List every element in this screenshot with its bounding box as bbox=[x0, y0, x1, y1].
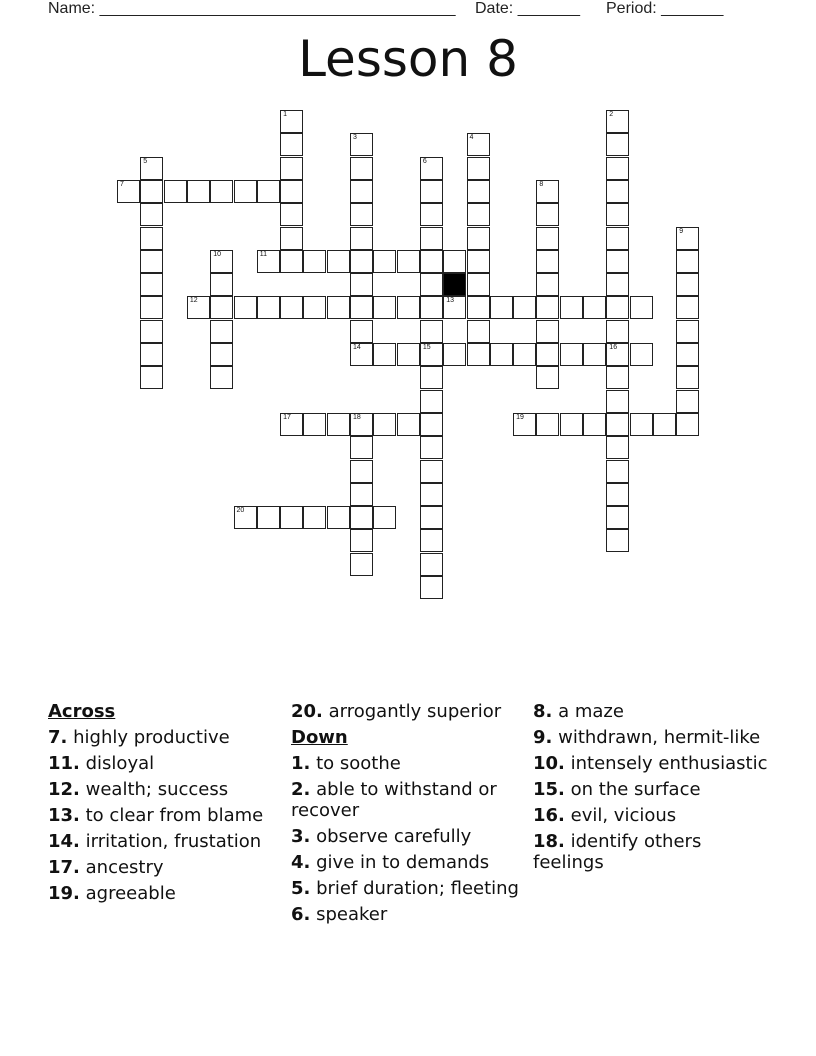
clue-number: 3. bbox=[291, 826, 311, 847]
grid-cell-number: 16 bbox=[609, 344, 618, 351]
grid-cell[interactable] bbox=[420, 250, 443, 273]
grid-cell[interactable] bbox=[210, 366, 233, 389]
grid-cell[interactable] bbox=[373, 413, 396, 436]
grid-cell[interactable] bbox=[606, 529, 629, 552]
clue-down-2 bbox=[291, 779, 523, 821]
clue-down-18 bbox=[533, 831, 773, 873]
grid-cell[interactable] bbox=[443, 250, 466, 273]
grid-cell[interactable] bbox=[606, 203, 629, 226]
clue-text: intensely enthusiastic bbox=[570, 753, 768, 774]
grid-cell-number: 9 bbox=[679, 227, 684, 235]
grid-cell[interactable] bbox=[397, 296, 420, 319]
grid-cell[interactable] bbox=[350, 460, 373, 483]
grid-cell[interactable] bbox=[536, 273, 559, 296]
grid-cell[interactable] bbox=[420, 553, 443, 576]
grid-cell[interactable] bbox=[280, 413, 303, 436]
page-title: Lesson 8 bbox=[298, 30, 518, 88]
grid-cell-number: 13 bbox=[446, 297, 454, 305]
grid-cell[interactable] bbox=[140, 180, 163, 203]
grid-cell[interactable] bbox=[373, 250, 396, 273]
grid-cell[interactable] bbox=[350, 413, 373, 436]
grid-cell[interactable] bbox=[303, 413, 326, 436]
grid-cell-number: 12 bbox=[189, 297, 198, 305]
clue-down-16 bbox=[533, 805, 773, 826]
grid-cell[interactable] bbox=[350, 227, 373, 250]
grid-cell[interactable] bbox=[350, 203, 373, 226]
grid-cell[interactable] bbox=[606, 483, 629, 506]
grid-cell[interactable] bbox=[467, 180, 490, 203]
grid-cell[interactable] bbox=[467, 320, 490, 343]
grid-cell[interactable] bbox=[420, 157, 443, 180]
grid-cell[interactable] bbox=[467, 273, 490, 296]
grid-cell-number: 3 bbox=[353, 134, 357, 142]
grid-cell[interactable] bbox=[117, 180, 140, 203]
clue-down-8 bbox=[533, 701, 773, 722]
grid-cell[interactable] bbox=[536, 366, 559, 389]
clue-text: speaker bbox=[316, 904, 388, 925]
grid-cell[interactable] bbox=[467, 343, 490, 366]
clue-text: arrogantly superior bbox=[328, 701, 502, 722]
clue-number: 12. bbox=[48, 779, 80, 800]
clues-column-1 bbox=[48, 701, 278, 909]
grid-cell[interactable] bbox=[676, 366, 699, 389]
grid-cell[interactable] bbox=[513, 343, 536, 366]
period-field-label: Period: _______ bbox=[606, 0, 724, 17]
grid-cell[interactable] bbox=[327, 506, 350, 529]
clue-number: 16. bbox=[533, 805, 565, 826]
grid-cell[interactable] bbox=[210, 250, 233, 273]
grid-cell[interactable] bbox=[373, 506, 396, 529]
date-field-label: Date: _______ bbox=[475, 0, 580, 17]
grid-cell[interactable] bbox=[187, 296, 210, 319]
clue-number: 8. bbox=[533, 701, 553, 722]
grid-cell[interactable] bbox=[140, 343, 163, 366]
grid-cell[interactable] bbox=[350, 250, 373, 273]
clue-text: disloyal bbox=[85, 753, 155, 774]
grid-cell[interactable] bbox=[420, 227, 443, 250]
grid-cell[interactable] bbox=[350, 506, 373, 529]
grid-cell[interactable] bbox=[420, 390, 443, 413]
grid-cell[interactable] bbox=[140, 203, 163, 226]
grid-cell[interactable] bbox=[676, 343, 699, 366]
clue-number: 10. bbox=[533, 753, 565, 774]
clue-across-14 bbox=[48, 831, 278, 852]
grid-cell[interactable] bbox=[257, 296, 280, 319]
grid-cell[interactable] bbox=[280, 227, 303, 250]
grid-cell[interactable] bbox=[606, 250, 629, 273]
clue-number: 14. bbox=[48, 831, 80, 852]
grid-cell-number: 10 bbox=[213, 250, 221, 258]
grid-cell[interactable] bbox=[606, 180, 629, 203]
grid-cell-number: 6 bbox=[422, 157, 427, 165]
grid-cell-number: 20 bbox=[236, 507, 245, 515]
grid-cell[interactable] bbox=[140, 320, 163, 343]
grid-cell[interactable] bbox=[210, 273, 233, 296]
grid-cell[interactable] bbox=[606, 110, 629, 133]
grid-cell[interactable] bbox=[536, 203, 559, 226]
grid-cell-number: 19 bbox=[516, 413, 524, 421]
grid-cell[interactable] bbox=[303, 506, 326, 529]
grid-cell[interactable] bbox=[513, 296, 536, 319]
grid-cell[interactable] bbox=[606, 343, 629, 366]
clue-across-12 bbox=[48, 779, 278, 800]
grid-cell[interactable] bbox=[630, 296, 653, 319]
clue-down-1 bbox=[291, 753, 523, 774]
grid-cell[interactable] bbox=[536, 296, 559, 319]
grid-cell[interactable] bbox=[676, 320, 699, 343]
grid-cell[interactable] bbox=[373, 343, 396, 366]
grid-cell-number: 15 bbox=[422, 344, 431, 351]
grid-cell[interactable] bbox=[234, 180, 257, 203]
grid-cell[interactable] bbox=[536, 343, 559, 366]
grid-cell-number: 14 bbox=[353, 344, 361, 351]
grid-cell[interactable] bbox=[606, 460, 629, 483]
grid-cell[interactable] bbox=[303, 250, 326, 273]
grid-cell[interactable] bbox=[280, 180, 303, 203]
grid-cell[interactable] bbox=[420, 343, 443, 366]
grid-cell[interactable] bbox=[257, 250, 280, 273]
grid-cell[interactable] bbox=[350, 436, 373, 459]
grid-cell[interactable] bbox=[490, 343, 513, 366]
grid-cell[interactable] bbox=[280, 110, 303, 133]
grid-cell[interactable] bbox=[676, 250, 699, 273]
grid-cell[interactable] bbox=[210, 320, 233, 343]
grid-cell[interactable] bbox=[467, 296, 490, 319]
grid-cell[interactable] bbox=[420, 576, 443, 599]
clue-number: 6. bbox=[291, 904, 311, 925]
grid-cell[interactable] bbox=[630, 343, 653, 366]
grid-cell[interactable] bbox=[420, 460, 443, 483]
grid-cell[interactable] bbox=[420, 203, 443, 226]
grid-cell[interactable] bbox=[280, 250, 303, 273]
grid-cell[interactable] bbox=[210, 180, 233, 203]
grid-cell[interactable] bbox=[350, 343, 373, 366]
clue-across-13 bbox=[48, 805, 278, 826]
grid-cell-number: 17 bbox=[283, 413, 291, 421]
grid-cell[interactable] bbox=[350, 553, 373, 576]
clue-across-20 bbox=[291, 701, 523, 722]
clue-down-6 bbox=[291, 904, 523, 925]
grid-cell-number: 2 bbox=[609, 111, 614, 118]
grid-cell[interactable] bbox=[467, 203, 490, 226]
clue-text: wealth; success bbox=[85, 779, 229, 800]
grid-cell[interactable] bbox=[420, 529, 443, 552]
grid-cell[interactable] bbox=[676, 296, 699, 319]
clue-text: on the surface bbox=[570, 779, 701, 800]
clue-text: ancestry bbox=[85, 857, 164, 878]
clue-down-5 bbox=[291, 878, 523, 899]
grid-cell[interactable] bbox=[234, 506, 257, 529]
grid-cell[interactable] bbox=[303, 296, 326, 319]
down-heading: Down bbox=[291, 727, 348, 748]
grid-cell[interactable] bbox=[536, 250, 559, 273]
grid-cell[interactable] bbox=[420, 506, 443, 529]
clue-text: give in to demands bbox=[316, 852, 490, 873]
clue-number: 2. bbox=[291, 779, 311, 800]
grid-cell[interactable] bbox=[606, 157, 629, 180]
grid-cell[interactable] bbox=[420, 320, 443, 343]
clue-text: withdrawn, hermit-like bbox=[558, 727, 761, 748]
clue-down-10 bbox=[533, 753, 773, 774]
grid-cell[interactable] bbox=[560, 296, 583, 319]
grid-cell[interactable] bbox=[350, 320, 373, 343]
clue-down-3 bbox=[291, 826, 523, 847]
grid-cell[interactable] bbox=[280, 506, 303, 529]
grid-cell[interactable] bbox=[467, 133, 490, 156]
grid-cell[interactable] bbox=[606, 436, 629, 459]
grid-cell[interactable] bbox=[187, 180, 210, 203]
black-square bbox=[443, 273, 466, 296]
grid-cell[interactable] bbox=[420, 483, 443, 506]
grid-cell[interactable] bbox=[513, 413, 536, 436]
grid-cell[interactable] bbox=[350, 529, 373, 552]
grid-cell[interactable] bbox=[210, 343, 233, 366]
clue-number: 4. bbox=[291, 852, 311, 873]
clue-number: 7. bbox=[48, 727, 68, 748]
clue-number: 20. bbox=[291, 701, 323, 722]
grid-cell[interactable] bbox=[676, 273, 699, 296]
grid-cell[interactable] bbox=[583, 413, 606, 436]
grid-cell[interactable] bbox=[164, 180, 187, 203]
clue-text: observe carefully bbox=[316, 826, 472, 847]
grid-cell[interactable] bbox=[490, 296, 513, 319]
clue-across-7 bbox=[48, 727, 278, 748]
grid-cell[interactable] bbox=[280, 133, 303, 156]
clue-down-4 bbox=[291, 852, 523, 873]
grid-cell[interactable] bbox=[350, 296, 373, 319]
clue-number: 18. bbox=[533, 831, 565, 852]
grid-cell[interactable] bbox=[350, 157, 373, 180]
clue-text: able to withstand or recover bbox=[291, 779, 497, 821]
clue-across-11 bbox=[48, 753, 278, 774]
clue-number: 19. bbox=[48, 883, 80, 904]
clue-number: 9. bbox=[533, 727, 553, 748]
grid-cell[interactable] bbox=[606, 413, 629, 436]
grid-cell[interactable] bbox=[606, 366, 629, 389]
grid-cell[interactable] bbox=[443, 343, 466, 366]
grid-cell[interactable] bbox=[140, 296, 163, 319]
grid-cell[interactable] bbox=[327, 413, 350, 436]
grid-cell[interactable] bbox=[420, 436, 443, 459]
grid-cell[interactable] bbox=[420, 180, 443, 203]
grid-cell[interactable] bbox=[676, 227, 699, 250]
grid-cell[interactable] bbox=[676, 413, 699, 436]
clue-text: agreeable bbox=[85, 883, 176, 904]
grid-cell[interactable] bbox=[420, 366, 443, 389]
grid-cell[interactable] bbox=[234, 296, 257, 319]
grid-cell[interactable] bbox=[140, 273, 163, 296]
grid-cell[interactable] bbox=[350, 483, 373, 506]
grid-cell[interactable] bbox=[560, 343, 583, 366]
clue-number: 5. bbox=[291, 878, 311, 899]
clues-column-2 bbox=[291, 701, 523, 930]
clue-number: 11. bbox=[48, 753, 80, 774]
grid-cell[interactable] bbox=[140, 157, 163, 180]
grid-cell-number: 11 bbox=[259, 250, 268, 258]
clue-text: to soothe bbox=[316, 753, 401, 774]
grid-cell[interactable] bbox=[210, 296, 233, 319]
grid-cell[interactable] bbox=[327, 250, 350, 273]
grid-cell[interactable] bbox=[467, 227, 490, 250]
grid-cell[interactable] bbox=[676, 390, 699, 413]
grid-cell[interactable] bbox=[560, 413, 583, 436]
grid-cell[interactable] bbox=[397, 413, 420, 436]
grid-cell-number: 18 bbox=[353, 413, 361, 421]
grid-cell[interactable] bbox=[350, 133, 373, 156]
clue-number: 13. bbox=[48, 805, 80, 826]
grid-cell[interactable] bbox=[653, 413, 676, 436]
grid-cell[interactable] bbox=[630, 413, 653, 436]
grid-cell[interactable] bbox=[606, 296, 629, 319]
clue-down-9 bbox=[533, 727, 773, 748]
grid-cell[interactable] bbox=[606, 390, 629, 413]
grid-cell-number: 4 bbox=[469, 134, 474, 142]
grid-cell[interactable] bbox=[606, 133, 629, 156]
clue-text: brief duration; fleeting bbox=[316, 878, 519, 899]
across-heading: Across bbox=[48, 701, 116, 722]
grid-cell[interactable] bbox=[583, 296, 606, 319]
clue-across-19 bbox=[48, 883, 278, 904]
clue-text: highly productive bbox=[73, 727, 230, 748]
grid-cell[interactable] bbox=[327, 296, 350, 319]
grid-cell[interactable] bbox=[280, 203, 303, 226]
grid-cell[interactable] bbox=[536, 320, 559, 343]
clue-across-17 bbox=[48, 857, 278, 878]
grid-cell[interactable] bbox=[140, 250, 163, 273]
clue-number: 15. bbox=[533, 779, 565, 800]
grid-cell[interactable] bbox=[257, 180, 280, 203]
grid-cell[interactable] bbox=[420, 273, 443, 296]
clue-text: irritation, frustation bbox=[85, 831, 262, 852]
clue-text: identify others feelings bbox=[533, 831, 702, 873]
grid-cell[interactable] bbox=[467, 157, 490, 180]
clue-text: evil, vicious bbox=[570, 805, 677, 826]
clue-number: 1. bbox=[291, 753, 311, 774]
grid-cell[interactable] bbox=[443, 296, 466, 319]
grid-cell-number: 5 bbox=[143, 157, 148, 165]
clue-down-15 bbox=[533, 779, 773, 800]
grid-cell[interactable] bbox=[606, 506, 629, 529]
grid-cell[interactable] bbox=[606, 227, 629, 250]
grid-cell[interactable] bbox=[397, 250, 420, 273]
grid-cell-number: 7 bbox=[120, 180, 124, 188]
clue-text: to clear from blame bbox=[85, 805, 264, 826]
grid-cell-number: 8 bbox=[539, 180, 544, 188]
name-field-label: Name: ________________________________________ bbox=[48, 0, 456, 17]
grid-cell[interactable] bbox=[420, 413, 443, 436]
grid-cell[interactable] bbox=[280, 296, 303, 319]
grid-cell[interactable] bbox=[397, 343, 420, 366]
clue-number: 17. bbox=[48, 857, 80, 878]
grid-cell[interactable] bbox=[257, 506, 280, 529]
grid-cell[interactable] bbox=[350, 273, 373, 296]
grid-cell[interactable] bbox=[140, 227, 163, 250]
grid-cell[interactable] bbox=[467, 250, 490, 273]
grid-cell[interactable] bbox=[373, 296, 396, 319]
grid-cell[interactable] bbox=[583, 343, 606, 366]
grid-cell[interactable] bbox=[536, 180, 559, 203]
grid-cell[interactable] bbox=[606, 320, 629, 343]
grid-cell-number: 1 bbox=[283, 111, 287, 118]
grid-cell[interactable] bbox=[606, 273, 629, 296]
grid-cell[interactable] bbox=[140, 366, 163, 389]
clues-column-3 bbox=[533, 701, 773, 878]
grid-cell[interactable] bbox=[280, 157, 303, 180]
grid-cell[interactable] bbox=[420, 296, 443, 319]
grid-cell[interactable] bbox=[350, 180, 373, 203]
grid-cell[interactable] bbox=[536, 227, 559, 250]
grid-cell[interactable] bbox=[536, 413, 559, 436]
clue-text: a maze bbox=[558, 701, 624, 722]
